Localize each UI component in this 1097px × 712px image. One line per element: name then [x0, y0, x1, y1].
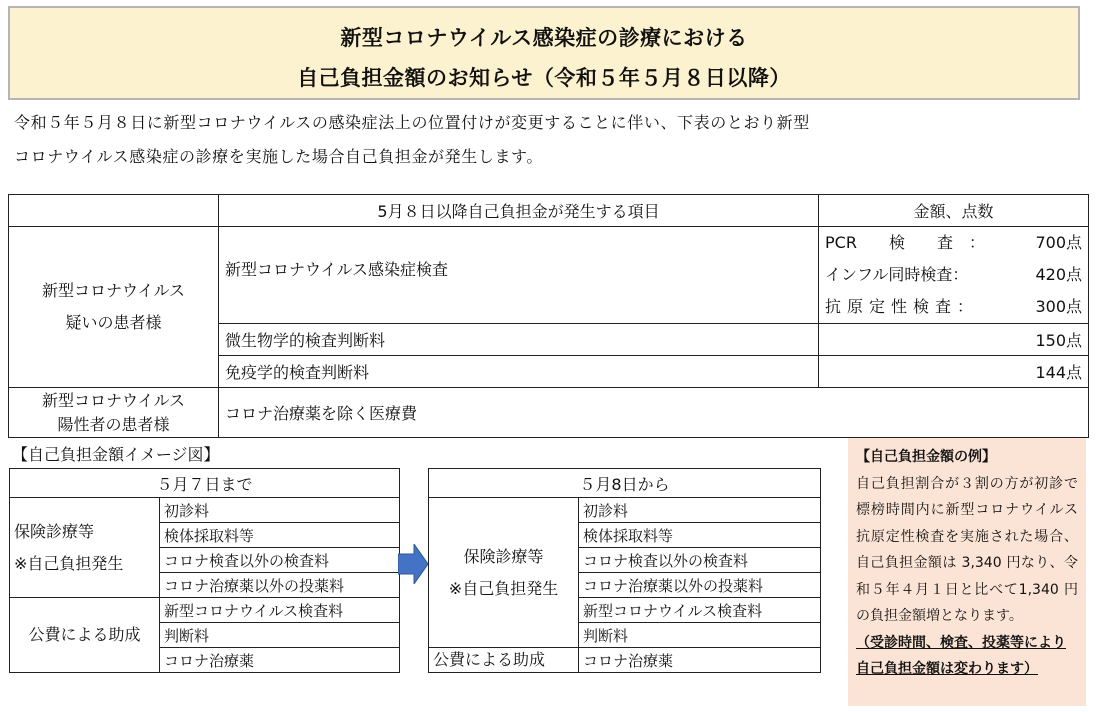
after-insurance-line1: 保険診療等: [463, 546, 544, 566]
before-insurance-item: コロナ治療薬以外の投薬料: [160, 573, 400, 598]
example-box: [848, 438, 1086, 706]
burden-table: [8, 194, 1089, 438]
right-arrow-icon: [398, 544, 428, 584]
before-insurance-line1: 保険診療等: [14, 521, 95, 541]
before-insurance-item: 初診料: [160, 498, 400, 523]
table-row: [9, 388, 1089, 438]
after-insurance-item: 判断料: [579, 623, 821, 648]
before-header: ５月７日まで: [10, 469, 400, 498]
table-header-row: [9, 195, 1089, 227]
group-positive-line2: 陽性者の患者様: [57, 414, 170, 434]
points-name: PCR 検 査 ：: [825, 233, 985, 252]
example-body: 自己負担割合が３割の方が初診で標榜時間内に新型コロナウイルス抗原定性検査を実施された場合、自己負担金額は 3,340 円なり、令和５年４月１日と比べて1,340 円の負担金額増となります。: [856, 475, 1078, 624]
group-suspected-line2: 疑いの患者様: [65, 313, 162, 332]
after-insurance-line2: ※自己負担発生: [448, 578, 559, 598]
header-amount: 金額、点数: [819, 195, 1089, 227]
after-table: [428, 468, 821, 673]
before-insurance-line2: ※自己負担発生: [14, 553, 124, 573]
before-public-item: コロナ治療薬: [160, 648, 400, 673]
after-public-item: コロナ治療薬: [579, 648, 821, 673]
before-table: [9, 468, 400, 673]
test-points-cell: [819, 227, 1089, 324]
points-name: 抗原定性検査：: [825, 297, 980, 316]
immuno-label: 免疫学的検査判断料: [219, 356, 819, 388]
points-name: インフル同時検査：: [825, 265, 969, 284]
after-public-label: 公費による助成: [429, 648, 579, 673]
table-row: [9, 227, 1089, 324]
before-public-item: 新型コロナウイルス検査料: [160, 598, 400, 623]
image-label: 【自己負担金額イメージ図】: [12, 445, 220, 464]
after-insurance-group: [429, 498, 579, 648]
group-positive-item: コロナ治療薬を除く医療費: [219, 388, 1089, 438]
before-public-item: 判断料: [160, 623, 400, 648]
after-insurance-item: 初診料: [579, 498, 821, 523]
example-title: 【自己負担金額の例】: [856, 449, 996, 465]
title-line-2: 自己負担金額のお知らせ（令和５年５月８日以降）: [297, 66, 791, 90]
group-suspected: [9, 227, 219, 388]
after-insurance-item: コロナ治療薬以外の投薬料: [579, 573, 821, 598]
before-insurance-item: 検体採取料等: [160, 523, 400, 548]
micro-points: 150点: [819, 324, 1089, 356]
immuno-points: 144点: [819, 356, 1089, 388]
points-row-pcr: [825, 227, 1082, 259]
after-insurance-item: 検体採取料等: [579, 523, 821, 548]
title-line-1: 新型コロナウイルス感染症の診療における: [340, 26, 748, 50]
points-value: 700点: [1035, 233, 1082, 252]
group-positive-line1: 新型コロナウイルス: [41, 390, 186, 410]
points-value: 300点: [1035, 297, 1082, 316]
after-insurance-item: コロナ検査以外の検査料: [579, 548, 821, 573]
points-row-flu: [825, 259, 1082, 291]
test-label: 新型コロナウイルス感染症検査: [219, 227, 819, 324]
before-public-label: 公費による助成: [10, 598, 160, 673]
intro-line-2: コロナウイルス感染症の診療を実施した場合自己負担金が発生します。: [14, 147, 543, 166]
header-empty-cell: [9, 195, 219, 227]
micro-label: 微生物学的検査判断料: [219, 324, 819, 356]
title-box: [8, 6, 1080, 100]
header-items: 5月８日以降自己負担金が発生する項目: [219, 195, 819, 227]
intro-line-1: 令和５年５月８日に新型コロナウイルスの感染症法上の位置付けが変更することに伴い、下表のとおり新型: [14, 113, 810, 132]
points-row-antigen: [825, 291, 1082, 323]
before-insurance-item: コロナ検査以外の検査料: [160, 548, 400, 573]
group-positive: [9, 388, 219, 438]
points-value: 420点: [1035, 265, 1082, 284]
after-header: ５月8日から: [429, 469, 821, 498]
example-note: （受診時間、検査、投薬等により自己負担金額は変わります）: [856, 634, 1066, 677]
before-insurance-group: [10, 498, 160, 598]
after-insurance-item: 新型コロナウイルス検査料: [579, 598, 821, 623]
group-suspected-line1: 新型コロナウイルス: [41, 281, 186, 300]
